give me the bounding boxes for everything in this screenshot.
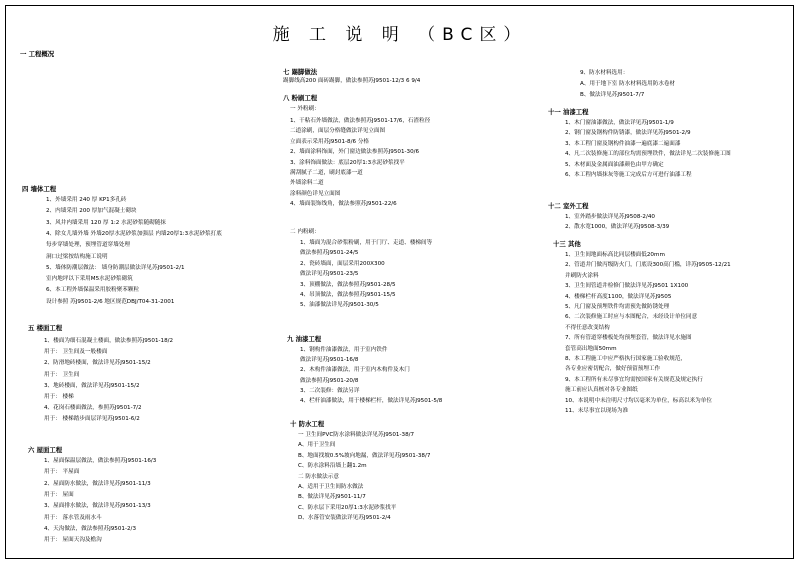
note-line: 3、地砖楼面，做法详见苏J9501-15/2	[44, 382, 140, 389]
note-line: 5、凡门窗及预埋铁件均需预先做防锈处理	[565, 304, 670, 310]
note-line: 8、本工程施工中应严格执行国家施工验收规范，	[565, 356, 687, 362]
note-line: 二道涂刷，面层分格缝做法详见立面图	[290, 128, 386, 135]
section-heading: 十二 室外工程	[548, 202, 589, 210]
note-line: 1、墙面为混合砂浆粉刷，用于门厅、走道、楼梯间等	[300, 240, 433, 246]
note-line: 2、瓷砖墙面，面层采用200X300	[300, 260, 385, 267]
note-line: 4、花岗石楼面做法，参照苏J9501-7/2	[44, 405, 142, 412]
note-line: 设计参照 苏J9501-2/6 地区规范DBJ/T04-31-2001	[46, 298, 175, 305]
section-heading: 八 粉刷工程	[283, 94, 318, 102]
note-line: B、做法详见苏J9501-7/7	[580, 92, 645, 98]
section-heading: 一 工程概况	[20, 50, 55, 58]
note-line: A、适用于卫生间防水做法	[298, 484, 364, 490]
note-line: 立面表示采用苏J9501-8/6 分格	[290, 138, 370, 145]
note-line: B、地面找坡0.5%坡向地漏，做法详见苏J9501-38/7	[298, 452, 431, 459]
note-line: 7、所有管道穿楼板处均预埋套管，做法详见水施图	[565, 335, 692, 342]
subsection-heading: 二 内粉刷：	[290, 229, 320, 235]
note-line: 做法参照苏J9501-24/5	[300, 250, 359, 257]
note-line: 满刮腻子二道，刷封底漆一道	[290, 170, 363, 176]
note-line: 9、本工程所有未尽事宜均需按国家有关规范及规定执行	[565, 376, 703, 383]
note-line: 2、内墙采用 200 厚加气混凝土砌块	[46, 208, 137, 215]
section-heading: 四 墙体工程	[22, 185, 57, 193]
note-line: A、用于地下室 防水材料选用防水卷材	[580, 81, 676, 87]
note-line: 各专业应密切配合，做好预留预埋工作	[565, 366, 661, 373]
note-line: 10、本说明中未注明尺寸均以毫米为单位，标高以米为单位	[565, 397, 712, 404]
note-line: 3、涂料饰面做法：底层20厚1:3水泥砂浆找平	[290, 159, 405, 166]
note-line: 不得任意改变结构	[565, 324, 610, 331]
note-line: 3、卫生间管道井检修门做法详见苏J9501 1X100	[565, 283, 689, 290]
note-line: 5、墙体防潮层做法： 墙身防潮层做法详见苏J9501-2/1	[46, 264, 185, 271]
note-line: 4、栏杆油漆做法，用于楼梯栏杆，做法详见苏J9501-5/8	[300, 398, 443, 404]
note-line: 用于： 楼梯	[44, 394, 74, 400]
note-line: 洞口过梁按结构施工说明	[46, 253, 108, 260]
note-line: 3、风井内墙采用 120 厚 1:2 水泥砂浆随砌随抹	[46, 219, 166, 226]
section-heading: 十 防水工程	[290, 420, 325, 428]
note-line: 2、屋面防水做法，做法详见苏J9501-11/3	[44, 480, 151, 487]
note-line: 用于： 卫生间	[44, 371, 80, 378]
document-title: 施 工 说 明 （BC区）	[272, 25, 528, 45]
note-line: 5、木材面及金属面油漆颜色由甲方确定	[565, 161, 664, 168]
note-line: 施工前应认真核对各专业图纸	[565, 387, 638, 394]
note-line: 用于： 屋面天沟及檐沟	[44, 537, 102, 544]
note-line: 1、卫生间地面标高比同层楼面低20mm	[565, 252, 665, 258]
note-line: 做法参照苏J9501-20/8	[300, 377, 359, 384]
note-line: 用于： 屋面	[44, 491, 74, 498]
note-line: 3、顶棚做法，做法参照苏J9501-28/5	[300, 281, 396, 288]
note-line: 2、木构件油漆做法，用于室内木构件及木门	[300, 367, 410, 374]
note-line: 1、钢构件油漆做法，用于室内铁件	[300, 347, 388, 353]
section-heading: 五 楼面工程	[28, 324, 63, 332]
note-line: 二 防水做法示意	[298, 473, 339, 480]
section-heading: 九 油漆工程	[287, 335, 322, 343]
note-line: 1、室外踏步做法详见苏J9508-2/40	[565, 214, 655, 220]
note-line: B、做法详见苏J9501-11/7	[298, 494, 366, 501]
section-heading: 六 屋面工程	[28, 446, 63, 454]
note-line: 4、除女儿墙外墙 外墙20厚水泥砂浆加强层 内墙20厚1:3水泥砂浆打底	[46, 230, 222, 237]
note-line: 4、天沟做法，做法参照苏J9501-2/3	[44, 525, 136, 532]
note-line: 套管高出地面50mm	[565, 345, 617, 352]
note-line: 外墙涂料二道	[290, 180, 324, 187]
note-line: 2、墙面涂料饰面，外门窗边做法参照苏J9501-30/6	[290, 149, 420, 156]
note-line: A、用于卫生间	[298, 442, 336, 449]
note-line: 室内地坪以下采用M5水泥砂浆砌筑	[46, 276, 133, 283]
section-heading: 七 踢脚做法	[283, 68, 318, 76]
note-line: 5、油漆做法详见苏J9501-30/5	[300, 302, 379, 309]
note-line: C、防水层下采用20厚1:3水泥砂浆找平	[298, 504, 397, 511]
note-line: 用于： 卫生间及一般楼面	[44, 349, 108, 356]
note-line: 1、木门窗油漆做法，做法详见苏J9501-1/9	[565, 120, 674, 126]
note-line: 2、钢门窗及钢构件防锈漆，做法详见苏J9501-2/9	[565, 130, 691, 137]
note-line: 做法详见苏J9501-16/8	[300, 357, 359, 364]
section-heading: 十一 油漆工程	[548, 108, 589, 116]
note-line: 一 卫生间PVC防水涂料做法详见苏J9501-38/7	[298, 432, 415, 438]
note-line: D、水落管安装做法详见苏J9501-2/4	[298, 515, 391, 522]
note-line: 1、外墙采用 240 厚 KP1多孔砖	[46, 197, 127, 203]
note-line: 用于： 落水管及雨水斗	[44, 514, 102, 521]
note-line: 每步穿墙处理，预埋管道穿墙处理	[46, 242, 130, 249]
note-line: 1、屋面保温层做法，做法参照苏J9501-16/3	[44, 458, 157, 464]
note-line: 6、本工程内墙抹灰等施工完成后方可进行油漆工程	[565, 172, 692, 178]
note-line: 3、本工程门窗及钢构件油漆一遍底漆二遍面漆	[565, 140, 681, 147]
note-line: 11、未尽事宜以现场为准	[565, 408, 629, 414]
note-line: 4、吊顶做法，做法参照苏J9501-15/5	[300, 292, 396, 298]
note-line: C、防水涂料沿墙上翻1.2m	[298, 463, 367, 470]
note-line: 1、干粘石外墙做法，做法参照苏J9501-17/6，石渣粒径	[290, 118, 431, 124]
note-line: 用于： 楼梯踏步面层详见苏J9501-6/2	[44, 416, 140, 423]
note-line: 3、屋面排水做法，做法详见苏J9501-13/3	[44, 503, 151, 510]
note-line: 并刷防火涂料	[565, 272, 599, 279]
note-line: 2、管道井门做丙级防火门，门底设300高门槛，详苏J9505-12/21	[565, 262, 731, 269]
note-line: 2、防滑地砖楼面，做法详见苏J9501-15/2	[44, 360, 151, 367]
note-line: 2、散水宽1000，做法详见苏J9508-3/39	[565, 224, 670, 231]
note-line: 4、墙面装饰线角，做法参照苏J9501-22/6	[290, 201, 397, 208]
note-line: 6、二次装修施工时应与本图配合，未经设计单位同意	[565, 314, 698, 321]
note-line: 1、楼面为细石混凝土楼面，做法参照苏J9501-18/2	[44, 338, 174, 344]
note-line: 3、二次装修：做法另详	[300, 387, 360, 394]
section-heading: 十三 其他	[553, 240, 581, 248]
note-line: 做法详见苏J9501-23/5	[300, 271, 359, 278]
note-line: 涂料颜色详见立面图	[290, 190, 341, 197]
note-line: 9、防水材料选用：	[580, 70, 629, 76]
subsection-heading: 一 外粉刷：	[290, 106, 320, 112]
note-line: 6、本工程外墙保温采用胶粉聚苯颗粒	[46, 287, 140, 294]
note-line: 4、凡二次装修施工的部位均需预埋铁件，做法详见二次装修施工图	[565, 151, 731, 158]
note-line: 用于： 平屋面	[44, 469, 80, 476]
note-line: 踢脚线高200 面砖踢脚，做法参照苏J9501-12/3 6 9/4	[283, 78, 421, 84]
note-line: 4、楼梯栏杆高度1100，做法详见苏J9505	[565, 293, 672, 300]
